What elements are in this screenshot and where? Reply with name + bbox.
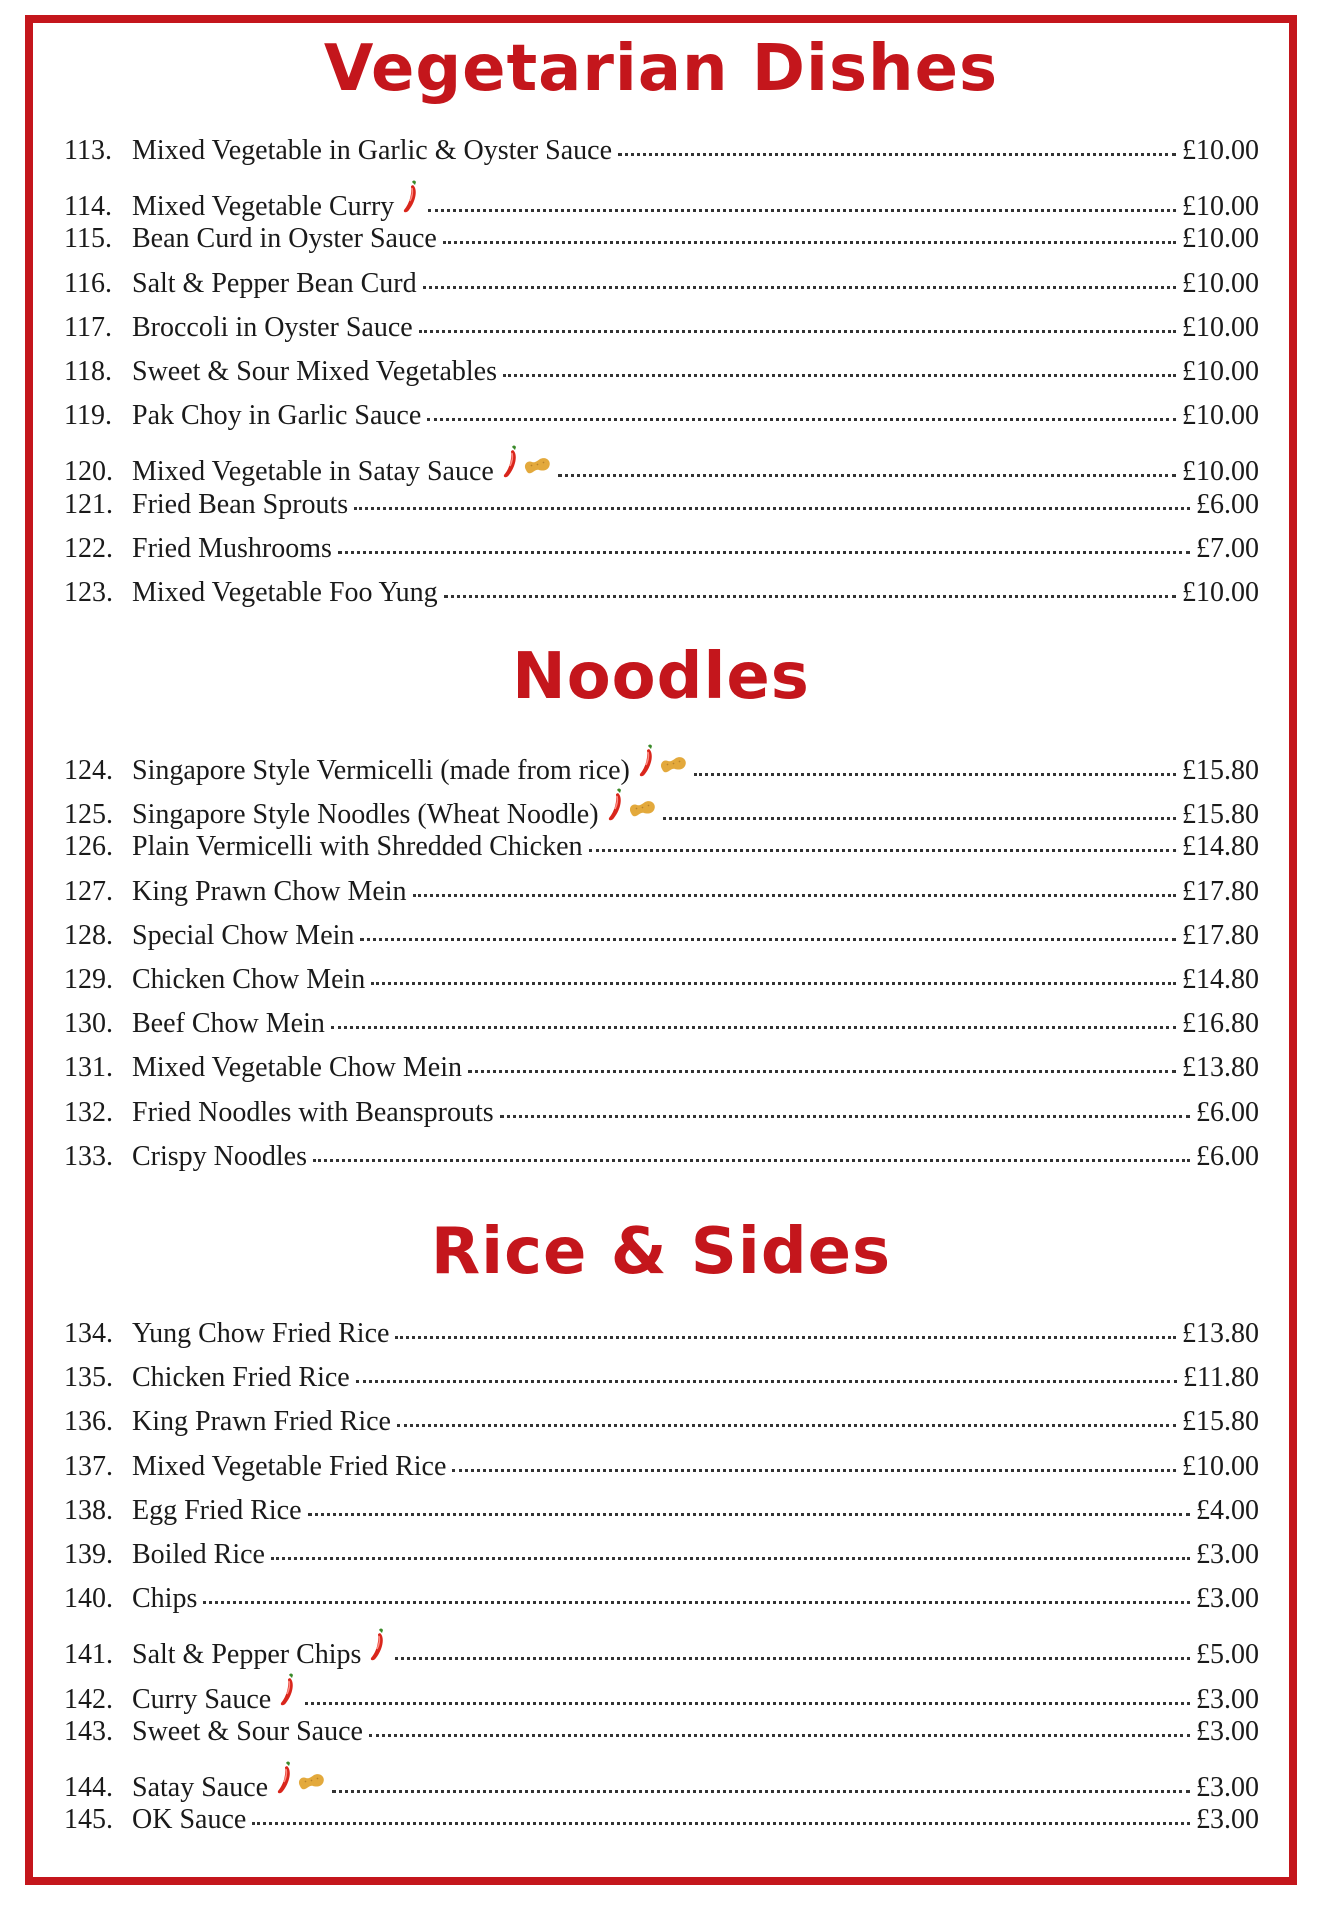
leader-dots xyxy=(663,817,1176,820)
peanut-icon xyxy=(627,795,657,815)
leader-dots xyxy=(503,374,1176,377)
menu-item xyxy=(64,964,1259,1008)
menu-item xyxy=(64,135,1259,179)
item-name: King Prawn Fried Rice xyxy=(132,1406,391,1438)
item-number: 120. xyxy=(64,456,113,488)
item-number: 125. xyxy=(64,799,113,831)
menu-item xyxy=(64,1672,1259,1716)
peanut-icon xyxy=(658,751,688,771)
item-number: 117. xyxy=(64,311,112,343)
item-icons xyxy=(367,1627,389,1663)
item-list xyxy=(64,135,1259,621)
section-title: Rice & Sides xyxy=(430,1215,892,1289)
item-number: 141. xyxy=(64,1639,113,1671)
item-icons xyxy=(400,179,422,215)
item-name: Sweet & Sour Sauce xyxy=(132,1715,363,1747)
leader-dots xyxy=(558,474,1176,477)
item-number: 132. xyxy=(64,1096,113,1128)
item-price: £10.00 xyxy=(1182,576,1259,608)
menu-item xyxy=(64,489,1259,533)
menu-item xyxy=(64,1583,1259,1627)
leader-dots xyxy=(500,1115,1190,1118)
menu-item xyxy=(64,223,1259,267)
item-name: King Prawn Chow Mein xyxy=(132,875,407,907)
item-number: 126. xyxy=(64,831,113,863)
item-name: Broccoli in Oyster Sauce xyxy=(132,311,413,343)
item-price: £15.80 xyxy=(1182,1406,1259,1438)
item-number: 121. xyxy=(64,488,113,520)
peanut-icon xyxy=(296,1768,326,1788)
item-price: £3.00 xyxy=(1196,1804,1259,1836)
item-list xyxy=(64,743,1259,1185)
menu-item xyxy=(64,356,1259,400)
leader-dots xyxy=(360,938,1176,941)
item-price: £6.00 xyxy=(1196,1096,1259,1128)
item-number: 138. xyxy=(64,1494,113,1526)
leader-dots xyxy=(271,1557,1190,1560)
menu-item xyxy=(64,444,1259,488)
item-number: 127. xyxy=(64,875,113,907)
item-icons xyxy=(636,743,688,779)
item-name: Fried Bean Sprouts xyxy=(132,488,349,520)
item-price: £14.80 xyxy=(1182,831,1259,863)
leader-dots xyxy=(369,1734,1190,1737)
item-price: £13.80 xyxy=(1182,1318,1259,1349)
item-price: £4.00 xyxy=(1196,1494,1259,1526)
item-price: £3.00 xyxy=(1196,1583,1259,1615)
item-number: 143. xyxy=(64,1715,113,1747)
item-price: £10.00 xyxy=(1182,400,1259,432)
menu-item xyxy=(64,1804,1259,1848)
item-price: £3.00 xyxy=(1196,1771,1259,1803)
item-price: £15.80 xyxy=(1182,799,1259,831)
item-name: Mixed Vegetable Curry xyxy=(132,191,395,223)
menu-item xyxy=(64,312,1259,356)
leader-dots xyxy=(308,1513,1190,1516)
leader-dots xyxy=(395,1336,1176,1339)
menu-item xyxy=(64,1716,1259,1760)
menu-item xyxy=(64,1495,1259,1539)
menu-item xyxy=(64,876,1259,920)
item-number: 129. xyxy=(64,963,113,995)
leader-dots xyxy=(452,1469,1176,1472)
section-noodles xyxy=(33,640,1289,1172)
section-title: Noodles xyxy=(512,640,810,714)
item-number: 139. xyxy=(64,1538,113,1570)
menu-item xyxy=(64,920,1259,964)
item-name: Mixed Vegetable Foo Yung xyxy=(132,576,438,608)
item-price: £10.00 xyxy=(1182,1450,1259,1482)
item-number: 118. xyxy=(64,355,112,387)
leader-dots xyxy=(413,894,1176,897)
item-name: Mixed Vegetable Fried Rice xyxy=(132,1450,447,1482)
item-number: 135. xyxy=(64,1362,113,1394)
item-name: Fried Mushrooms xyxy=(132,532,332,564)
chili-icon xyxy=(500,444,522,480)
item-name: Sweet & Sour Mixed Vegetables xyxy=(132,355,497,387)
item-number: 130. xyxy=(64,1008,113,1040)
leader-dots xyxy=(444,595,1176,598)
item-number: 145. xyxy=(64,1804,113,1836)
item-name: Yung Chow Fried Rice xyxy=(132,1318,390,1349)
item-number: 119. xyxy=(64,400,112,432)
leader-dots xyxy=(313,1159,1190,1162)
item-name: Crispy Noodles xyxy=(132,1140,307,1172)
item-name: Fried Noodles with Beansprouts xyxy=(132,1096,494,1128)
item-price: £10.00 xyxy=(1182,191,1259,223)
item-number: 142. xyxy=(64,1683,113,1715)
menu-item xyxy=(64,1097,1259,1141)
item-price: £10.00 xyxy=(1182,355,1259,387)
item-price: £3.00 xyxy=(1196,1715,1259,1747)
leader-dots xyxy=(252,1822,1190,1825)
item-name: Boiled Rice xyxy=(132,1538,265,1570)
item-number: 133. xyxy=(64,1140,113,1172)
item-list xyxy=(64,1318,1259,1848)
item-name: Chicken Fried Rice xyxy=(132,1362,350,1394)
leader-dots xyxy=(428,209,1176,212)
item-price: £15.80 xyxy=(1182,755,1259,786)
item-number: 124. xyxy=(64,755,113,786)
chili-icon xyxy=(277,1672,299,1708)
item-price: £3.00 xyxy=(1196,1683,1259,1715)
item-number: 136. xyxy=(64,1406,113,1438)
item-number: 123. xyxy=(64,576,113,608)
leader-dots xyxy=(371,982,1176,985)
leader-dots xyxy=(423,286,1176,289)
item-name: Singapore Style Vermicelli (made from rice) xyxy=(132,755,630,786)
item-icons xyxy=(277,1672,299,1708)
chili-icon xyxy=(274,1760,296,1796)
leader-dots xyxy=(427,418,1176,421)
section-title: Vegetarian Dishes xyxy=(323,32,999,106)
menu-item xyxy=(64,577,1259,621)
item-price: £6.00 xyxy=(1196,488,1259,520)
item-name: Egg Fried Rice xyxy=(132,1494,302,1526)
item-name: Pak Choy in Garlic Sauce xyxy=(132,400,422,432)
item-number: 144. xyxy=(64,1771,113,1803)
item-number: 122. xyxy=(64,532,113,564)
menu-item xyxy=(64,1362,1259,1406)
item-number: 128. xyxy=(64,919,113,951)
chili-icon xyxy=(400,179,422,215)
item-icons xyxy=(500,444,552,480)
menu-item xyxy=(64,268,1259,312)
menu-page xyxy=(25,15,1297,1885)
item-number: 137. xyxy=(64,1450,113,1482)
menu-item xyxy=(64,1008,1259,1052)
leader-dots xyxy=(419,330,1176,333)
menu-item xyxy=(64,1141,1259,1185)
item-price: £16.80 xyxy=(1182,1008,1259,1040)
item-number: 115. xyxy=(64,223,112,255)
menu-item xyxy=(64,400,1259,444)
chili-icon xyxy=(367,1627,389,1663)
item-name: Chicken Chow Mein xyxy=(132,963,366,995)
item-name: Mixed Vegetable in Garlic & Oyster Sauce xyxy=(132,135,613,166)
menu-item xyxy=(64,1539,1259,1583)
section-vegetarian xyxy=(33,32,1289,608)
item-name: Satay Sauce xyxy=(132,1771,269,1803)
menu-item xyxy=(64,1052,1259,1096)
item-number: 131. xyxy=(64,1052,113,1084)
section-rice-sides xyxy=(33,1215,1289,1836)
menu-item xyxy=(64,787,1259,831)
item-price: £10.00 xyxy=(1182,456,1259,488)
item-name: Mixed Vegetable Chow Mein xyxy=(132,1052,462,1084)
item-price: £3.00 xyxy=(1196,1538,1259,1570)
item-name: Chips xyxy=(132,1583,198,1615)
leader-dots xyxy=(354,507,1190,510)
item-number: 134. xyxy=(64,1318,113,1349)
menu-item xyxy=(64,1451,1259,1495)
item-name: Bean Curd in Oyster Sauce xyxy=(132,223,437,255)
item-price: £10.00 xyxy=(1182,223,1259,255)
menu-item xyxy=(64,1760,1259,1804)
item-name: OK Sauce xyxy=(132,1804,247,1836)
leader-dots xyxy=(468,1070,1176,1073)
item-number: 113. xyxy=(64,135,112,166)
leader-dots xyxy=(397,1424,1176,1427)
item-price: £10.00 xyxy=(1182,135,1259,166)
item-price: £7.00 xyxy=(1196,532,1259,564)
item-name: Salt & Pepper Chips xyxy=(132,1639,362,1671)
item-price: £10.00 xyxy=(1182,267,1259,299)
leader-dots xyxy=(331,1026,1176,1029)
item-name: Plain Vermicelli with Shredded Chicken xyxy=(132,831,583,863)
menu-item xyxy=(64,179,1259,223)
menu-item xyxy=(64,743,1259,787)
item-name: Beef Chow Mein xyxy=(132,1008,325,1040)
leader-dots xyxy=(395,1657,1190,1660)
leader-dots xyxy=(332,1790,1190,1793)
item-icons xyxy=(605,787,657,823)
leader-dots xyxy=(356,1380,1177,1383)
item-name: Special Chow Mein xyxy=(132,919,355,951)
item-name: Salt & Pepper Bean Curd xyxy=(132,267,417,299)
leader-dots xyxy=(589,849,1176,852)
leader-dots xyxy=(203,1601,1190,1604)
leader-dots xyxy=(338,551,1190,554)
item-price: £5.00 xyxy=(1196,1639,1259,1671)
menu-item xyxy=(64,533,1259,577)
item-price: £11.80 xyxy=(1183,1362,1259,1394)
leader-dots xyxy=(443,241,1176,244)
leader-dots xyxy=(305,1702,1190,1705)
menu-item xyxy=(64,1318,1259,1362)
item-number: 140. xyxy=(64,1583,113,1615)
menu-item xyxy=(64,1406,1259,1450)
item-price: £17.80 xyxy=(1182,919,1259,951)
item-price: £17.80 xyxy=(1182,875,1259,907)
item-name: Curry Sauce xyxy=(132,1683,272,1715)
leader-dots xyxy=(618,153,1176,156)
chili-icon xyxy=(636,743,658,779)
leader-dots xyxy=(694,773,1176,776)
item-price: £6.00 xyxy=(1196,1140,1259,1172)
peanut-icon xyxy=(522,452,552,472)
item-name: Mixed Vegetable in Satay Sauce xyxy=(132,456,494,488)
chili-icon xyxy=(605,787,627,823)
menu-item xyxy=(64,1627,1259,1671)
menu-item xyxy=(64,831,1259,875)
item-number: 114. xyxy=(64,191,112,223)
item-icons xyxy=(274,1760,326,1796)
item-name: Singapore Style Noodles (Wheat Noodle) xyxy=(132,799,599,831)
item-price: £13.80 xyxy=(1182,1052,1259,1084)
item-price: £14.80 xyxy=(1182,963,1259,995)
item-price: £10.00 xyxy=(1182,311,1259,343)
item-number: 116. xyxy=(64,267,112,299)
